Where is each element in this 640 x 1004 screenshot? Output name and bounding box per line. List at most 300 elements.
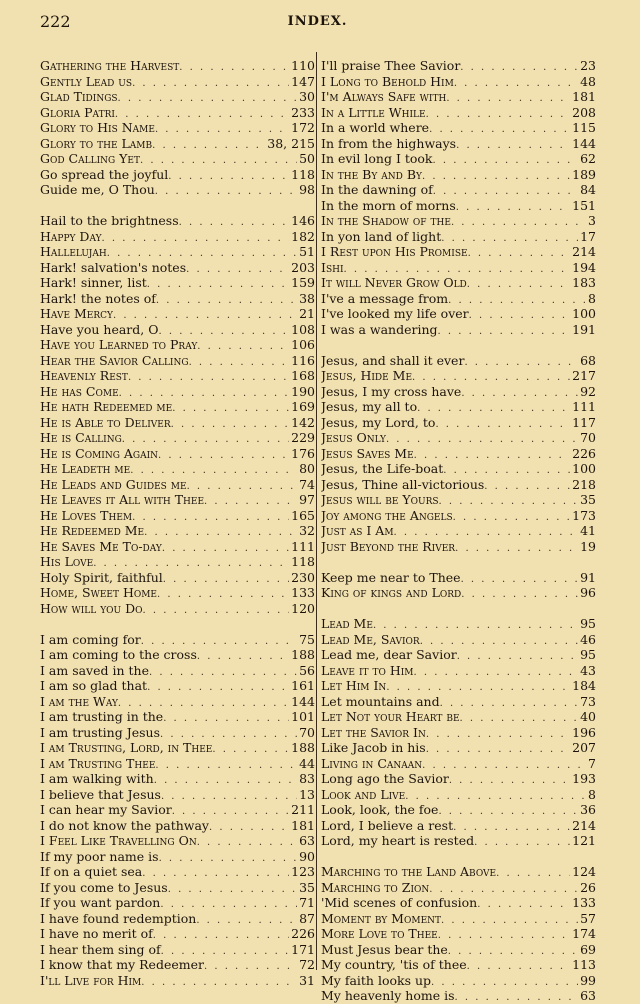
hymn-number: 176 (291, 445, 315, 461)
dot-leader (168, 169, 289, 183)
hymn-title: I am saved in the (40, 662, 149, 678)
index-entry (40, 260, 315, 276)
dot-leader (141, 975, 297, 989)
index-entry (40, 570, 315, 586)
hymn-title: I am Trusting, Lord, in Thee (40, 740, 213, 755)
dot-leader (460, 711, 579, 725)
dot-leader (130, 463, 297, 477)
hymn-number: 51 (299, 244, 315, 259)
index-entry (40, 911, 315, 927)
hymn-number: 13 (299, 786, 315, 802)
hymn-number: 97 (299, 492, 315, 507)
hymn-number: 146 (291, 213, 315, 228)
hymn-title: He hath Redeemed me (40, 399, 173, 414)
hymn-number: 113 (572, 957, 596, 972)
hymn-title: I Long to Behold Him (321, 73, 454, 89)
hymn-number: 80 (299, 461, 315, 476)
index-entry (40, 105, 315, 121)
index-entry (321, 105, 596, 121)
page-header (40, 12, 595, 34)
index-entry (40, 926, 315, 942)
hymn-title: I have no merit of (40, 926, 153, 941)
hymn-number: 26 (580, 879, 596, 895)
hymn-title: I do not know the pathway (40, 817, 209, 833)
index-entry (40, 740, 315, 756)
index-entry (321, 988, 596, 1004)
hymn-title: Hail to the brightness (40, 213, 179, 228)
hymn-title: Hark! salvation's notes (40, 259, 187, 275)
hymn-number: 46 (580, 631, 596, 647)
dot-leader (344, 262, 571, 276)
index-entry (321, 802, 596, 818)
hymn-number: 63 (299, 833, 315, 848)
hymn-title: He Redeemed Me (40, 523, 145, 538)
hymn-number: 159 (291, 275, 315, 290)
hymn-number: 233 (291, 104, 315, 120)
dot-leader (456, 138, 570, 152)
hymn-number: 106 (291, 337, 315, 352)
index-entry (321, 973, 596, 989)
index-entry (40, 415, 315, 431)
dot-leader (141, 634, 297, 648)
hymn-title: Keep me near to Thee (321, 569, 461, 585)
dot-leader (132, 510, 289, 524)
hymn-title: My heavenly home is (321, 988, 455, 1003)
hymn-number: 71 (299, 895, 315, 910)
hymn-title: I know that my Redeemer (40, 957, 204, 972)
index-entry (40, 849, 315, 865)
hymn-number: 196 (572, 724, 596, 740)
dot-leader (496, 866, 570, 880)
index-entry (40, 384, 315, 400)
hymn-number: 100 (572, 461, 596, 476)
hymn-number: 111 (572, 399, 596, 414)
index-entry (40, 399, 315, 415)
hymn-title: He Saves Me To-day (40, 538, 162, 554)
dot-leader (143, 603, 290, 617)
index-entry (40, 895, 315, 911)
index-entry (321, 678, 596, 694)
index-entry (40, 58, 315, 74)
hymn-number: 183 (572, 275, 596, 290)
hymn-number: 75 (299, 631, 315, 647)
hymn-title: Marching to the Land Above (321, 864, 497, 879)
index-entry (321, 942, 596, 958)
hymn-number: 73 (580, 693, 596, 709)
dot-leader (159, 851, 298, 865)
hymn-title: I am so glad that (40, 678, 148, 693)
hymn-title: Let Him In (321, 678, 387, 693)
hymn-number: 144 (291, 693, 315, 709)
hymn-number: 98 (299, 182, 315, 197)
hymn-number: 147 (291, 73, 315, 89)
index-entry (321, 740, 596, 756)
hymn-title: I've looked my life over (321, 306, 469, 321)
index-entry (40, 477, 315, 493)
dot-leader (140, 153, 297, 167)
hymn-number: 118 (291, 554, 315, 569)
index-entry (321, 120, 596, 136)
hymn-title: Jesus, my all to (321, 399, 418, 414)
hymn-number: 50 (299, 151, 315, 166)
hymn-number: 169 (291, 399, 315, 414)
index-entry (40, 725, 315, 741)
hymn-title: Gently Lead us (40, 73, 133, 89)
index-entry (40, 136, 315, 152)
dot-leader (386, 680, 570, 694)
hymn-title: I am trusting Jesus (40, 724, 160, 740)
hymn-number: 110 (291, 58, 315, 73)
hymn-title: Hallelujah (40, 244, 107, 259)
hymn-number: 83 (299, 771, 315, 786)
dot-leader (144, 525, 297, 539)
index-entry (321, 725, 596, 741)
dot-leader (172, 401, 289, 415)
index-entry (321, 477, 596, 493)
hymn-number: 193 (572, 771, 596, 786)
hymn-number: 151 (572, 197, 596, 213)
hymn-number: 181 (291, 817, 315, 833)
hymn-number: 35 (299, 879, 315, 895)
hymn-number: 188 (291, 740, 315, 755)
dot-leader (455, 541, 578, 555)
running-title: INDEX. (287, 14, 348, 29)
hymn-title: Have you heard, O (40, 321, 159, 337)
hymn-title: Happy Day (40, 228, 102, 244)
hymn-title: Like Jacob in his (321, 740, 426, 755)
index-entry (40, 523, 315, 539)
hymn-title: Gathering the Harvest (40, 58, 180, 73)
hymn-title: I'll praise Thee Savior (321, 58, 461, 73)
index-entry (40, 957, 315, 973)
hymn-number: 229 (291, 430, 315, 445)
index-entry (321, 384, 596, 400)
hymn-number: 95 (580, 647, 596, 662)
dot-leader (196, 913, 297, 927)
hymn-number: 44 (299, 755, 315, 771)
hymn-title: Hark! sinner, list (40, 275, 147, 290)
dot-leader (429, 122, 570, 136)
index-entry (321, 74, 596, 90)
index-entry (40, 802, 315, 818)
index-entry (40, 787, 315, 803)
index-entry (40, 942, 315, 958)
hymn-number: 211 (291, 802, 315, 817)
index-entry (321, 833, 596, 849)
index-entry (40, 213, 315, 229)
hymn-title: Let the Savior In (321, 724, 426, 740)
hymn-title: Leave it to Him (321, 662, 414, 678)
index-entry (40, 973, 315, 989)
dot-leader (204, 494, 297, 508)
hymn-title: 'Mid scenes of confusion (321, 895, 478, 910)
dot-leader (441, 913, 578, 927)
index-entry (40, 647, 315, 663)
index-entry (321, 585, 596, 601)
hymn-title: In a Little While (321, 104, 426, 120)
dot-leader (179, 215, 290, 229)
dot-leader (149, 665, 297, 679)
hymn-title: Jesus, Thine all-victorious (321, 476, 485, 492)
dot-leader (446, 91, 570, 105)
dot-leader (469, 308, 570, 322)
index-entry (321, 198, 596, 214)
dot-leader (433, 184, 578, 198)
hymn-number: 214 (572, 817, 596, 833)
dot-leader (171, 417, 290, 431)
index-entry (40, 678, 315, 694)
hymn-number: 124 (572, 864, 596, 879)
index-entry (321, 632, 596, 648)
index-entry (321, 89, 596, 105)
hymn-title: If on a quiet sea (40, 864, 143, 879)
hymn-title: He is Coming Again (40, 445, 159, 461)
hymn-number: 87 (299, 910, 315, 926)
hymn-number: 117 (572, 414, 596, 430)
index-entry (321, 895, 596, 911)
hymn-number: 203 (291, 259, 315, 275)
hymn-title: I am Trusting Thee (40, 755, 156, 771)
hymn-number: 38 (299, 290, 315, 306)
dot-leader (414, 448, 570, 462)
dot-leader (147, 277, 289, 291)
index-entry (321, 709, 596, 725)
dot-leader (448, 293, 586, 307)
dot-leader (118, 696, 289, 710)
hymn-title: I believe that Jesus (40, 786, 161, 802)
index-entry (40, 430, 315, 446)
hymn-title: He is Able to Deliver (40, 414, 171, 430)
dot-leader (422, 169, 570, 183)
hymn-title: Jesus Saves Me (321, 445, 414, 461)
index-entry (40, 306, 315, 322)
dot-leader (107, 246, 297, 260)
dot-leader (118, 91, 298, 105)
hymn-title: Lead me, dear Savior (321, 647, 457, 662)
index-entry (321, 291, 596, 307)
dot-leader (394, 525, 579, 539)
index-entry (321, 647, 596, 663)
index-entry (40, 756, 315, 772)
hymn-title: Heavenly Rest (40, 368, 128, 383)
index-entry (40, 632, 315, 648)
hymn-title: Jesus, and shall it ever (321, 352, 465, 368)
hymn-title: God Calling Yet (40, 151, 140, 166)
dot-leader (405, 789, 586, 803)
hymn-number: 19 (580, 538, 596, 554)
dot-leader (417, 401, 570, 415)
hymn-title: In from the highways (321, 135, 457, 151)
hymn-number: 190 (291, 383, 315, 399)
hymn-title: King of kings and Lord (321, 585, 462, 600)
dot-leader (102, 231, 290, 245)
dot-leader (119, 386, 289, 400)
index-entry (40, 492, 315, 508)
index-entry (40, 291, 315, 307)
index-entry (40, 89, 315, 105)
hymn-title: His Love (40, 554, 94, 569)
hymn-number: 144 (572, 135, 596, 151)
dot-leader (212, 742, 289, 756)
index-entry (321, 399, 596, 415)
index-entry (40, 508, 315, 524)
hymn-number: 17 (580, 228, 596, 244)
hymn-title: I'm Always Safe with (321, 89, 447, 104)
index-entry (40, 244, 315, 260)
dot-leader (457, 649, 578, 663)
dot-leader (162, 541, 289, 555)
hymn-number: 70 (580, 430, 596, 445)
dot-leader (431, 975, 578, 989)
dot-leader (443, 463, 570, 477)
index-column-left (40, 58, 315, 988)
hymn-number: 91 (580, 569, 596, 585)
hymn-title: Jesus, my Lord, to (321, 414, 436, 430)
hymn-title: Hear the Savior Calling (40, 352, 189, 368)
dot-leader (154, 773, 297, 787)
index-entry (40, 833, 315, 849)
hymn-title: Lord, my heart is rested (321, 833, 475, 848)
index-entry (40, 554, 315, 570)
index-entry (40, 337, 315, 353)
hymn-title: Glad Tidings (40, 89, 118, 104)
dot-leader (197, 835, 297, 849)
dot-leader (477, 897, 570, 911)
hymn-title: Jesus Only (321, 430, 386, 445)
hymn-number: 161 (291, 678, 315, 693)
dot-leader (453, 510, 571, 524)
hymn-title: He Leadeth me (40, 461, 131, 476)
index-entry (321, 911, 596, 927)
hymn-number: 121 (572, 833, 596, 848)
index-entry (321, 461, 596, 477)
hymn-title: Ishi (321, 259, 344, 275)
dot-leader (373, 618, 578, 632)
index-entry (321, 244, 596, 260)
hymn-number: 230 (291, 569, 315, 585)
hymn-number: 115 (572, 120, 596, 135)
dot-leader (161, 944, 289, 958)
dot-leader (440, 696, 579, 710)
index-entry (40, 585, 315, 601)
dot-leader (426, 107, 571, 121)
hymn-title: I have found redemption (40, 910, 197, 926)
index-entry (321, 368, 596, 384)
dot-leader (438, 324, 571, 338)
hymn-number: 35 (580, 492, 596, 507)
hymn-title: Jesus, the Life-boat (321, 461, 444, 476)
index-entry (40, 539, 315, 555)
index-entry (321, 539, 596, 555)
dot-leader (197, 649, 289, 663)
hymn-number: 95 (580, 616, 596, 631)
dot-leader (172, 804, 289, 818)
hymn-title: I hear them sing of (40, 941, 161, 957)
index-entry (40, 368, 315, 384)
hymn-number: 174 (572, 926, 596, 941)
dot-leader (474, 835, 570, 849)
index-entry (321, 771, 596, 787)
dot-leader (451, 215, 586, 229)
hymn-title: My faith looks up (321, 972, 432, 988)
index-entry (321, 353, 596, 369)
hymn-number: 68 (580, 352, 596, 368)
hymn-number: 111 (291, 538, 315, 554)
index-entry (321, 260, 596, 276)
index-entry (321, 663, 596, 679)
dot-leader (456, 200, 570, 214)
index-entry (40, 771, 315, 787)
index-entry (40, 709, 315, 725)
index-entry (40, 818, 315, 834)
hymn-number: 36 (580, 802, 596, 817)
hymn-title: Hark! the notes of (40, 290, 156, 306)
hymn-number: 108 (291, 321, 315, 337)
index-entry (321, 306, 596, 322)
hymn-number: 120 (291, 600, 315, 616)
hymn-title: He has Come (40, 383, 119, 399)
hymn-number: 92 (580, 383, 596, 399)
index-entry (40, 151, 315, 167)
hymn-title: He is Calling (40, 430, 122, 445)
hymn-title: Look, look, the foe (321, 802, 439, 817)
dot-leader (426, 742, 570, 756)
hymn-number: 189 (572, 166, 596, 182)
hymn-number: 21 (299, 306, 315, 321)
dot-leader (93, 556, 289, 570)
dot-leader (441, 231, 578, 245)
index-entry (321, 880, 596, 896)
dot-leader (448, 944, 578, 958)
hymn-number: 56 (299, 662, 315, 678)
hymn-title: Jesus will be Yours (321, 492, 439, 507)
dot-leader (467, 277, 570, 291)
column-divider (316, 52, 317, 970)
hymn-title: I am coming for (40, 631, 141, 647)
hymn-title: Joy among the Angels (321, 507, 453, 523)
hymn-title: It will Never Grow Old (321, 275, 467, 290)
dot-leader (113, 308, 297, 322)
hymn-title: I am coming to the cross (40, 647, 197, 662)
dot-leader (455, 990, 579, 1004)
dot-leader (155, 758, 297, 772)
dot-leader (453, 820, 570, 834)
dot-leader (209, 820, 289, 834)
hymn-title: He Leads and Guides me (40, 476, 187, 492)
dot-leader (128, 370, 289, 384)
dot-leader (461, 572, 579, 586)
dot-leader (429, 882, 578, 896)
hymn-title: I was a wandering (321, 321, 438, 337)
hymn-title: In a world where (321, 120, 430, 135)
index-entry (321, 926, 596, 942)
hymn-title: If you want pardon (40, 895, 161, 910)
hymn-title: Just as I Am (321, 523, 394, 538)
hymn-title: I am the Way (40, 693, 118, 709)
index-entry (321, 957, 596, 973)
hymn-title: Holy Spirit, faithful (40, 569, 163, 585)
hymn-title: Have you Learned to Pray (40, 337, 198, 352)
hymn-title: In the By and By (321, 166, 422, 182)
hymn-number: 23 (580, 58, 596, 73)
dot-leader (163, 711, 289, 725)
hymn-number: 40 (580, 709, 596, 724)
hymn-number: 30 (299, 89, 315, 104)
hymn-title: Glory to the Lamb (40, 135, 153, 151)
hymn-title: I'll Live for Him (40, 972, 142, 988)
index-entry (321, 756, 596, 772)
hymn-number: 123 (291, 864, 315, 879)
